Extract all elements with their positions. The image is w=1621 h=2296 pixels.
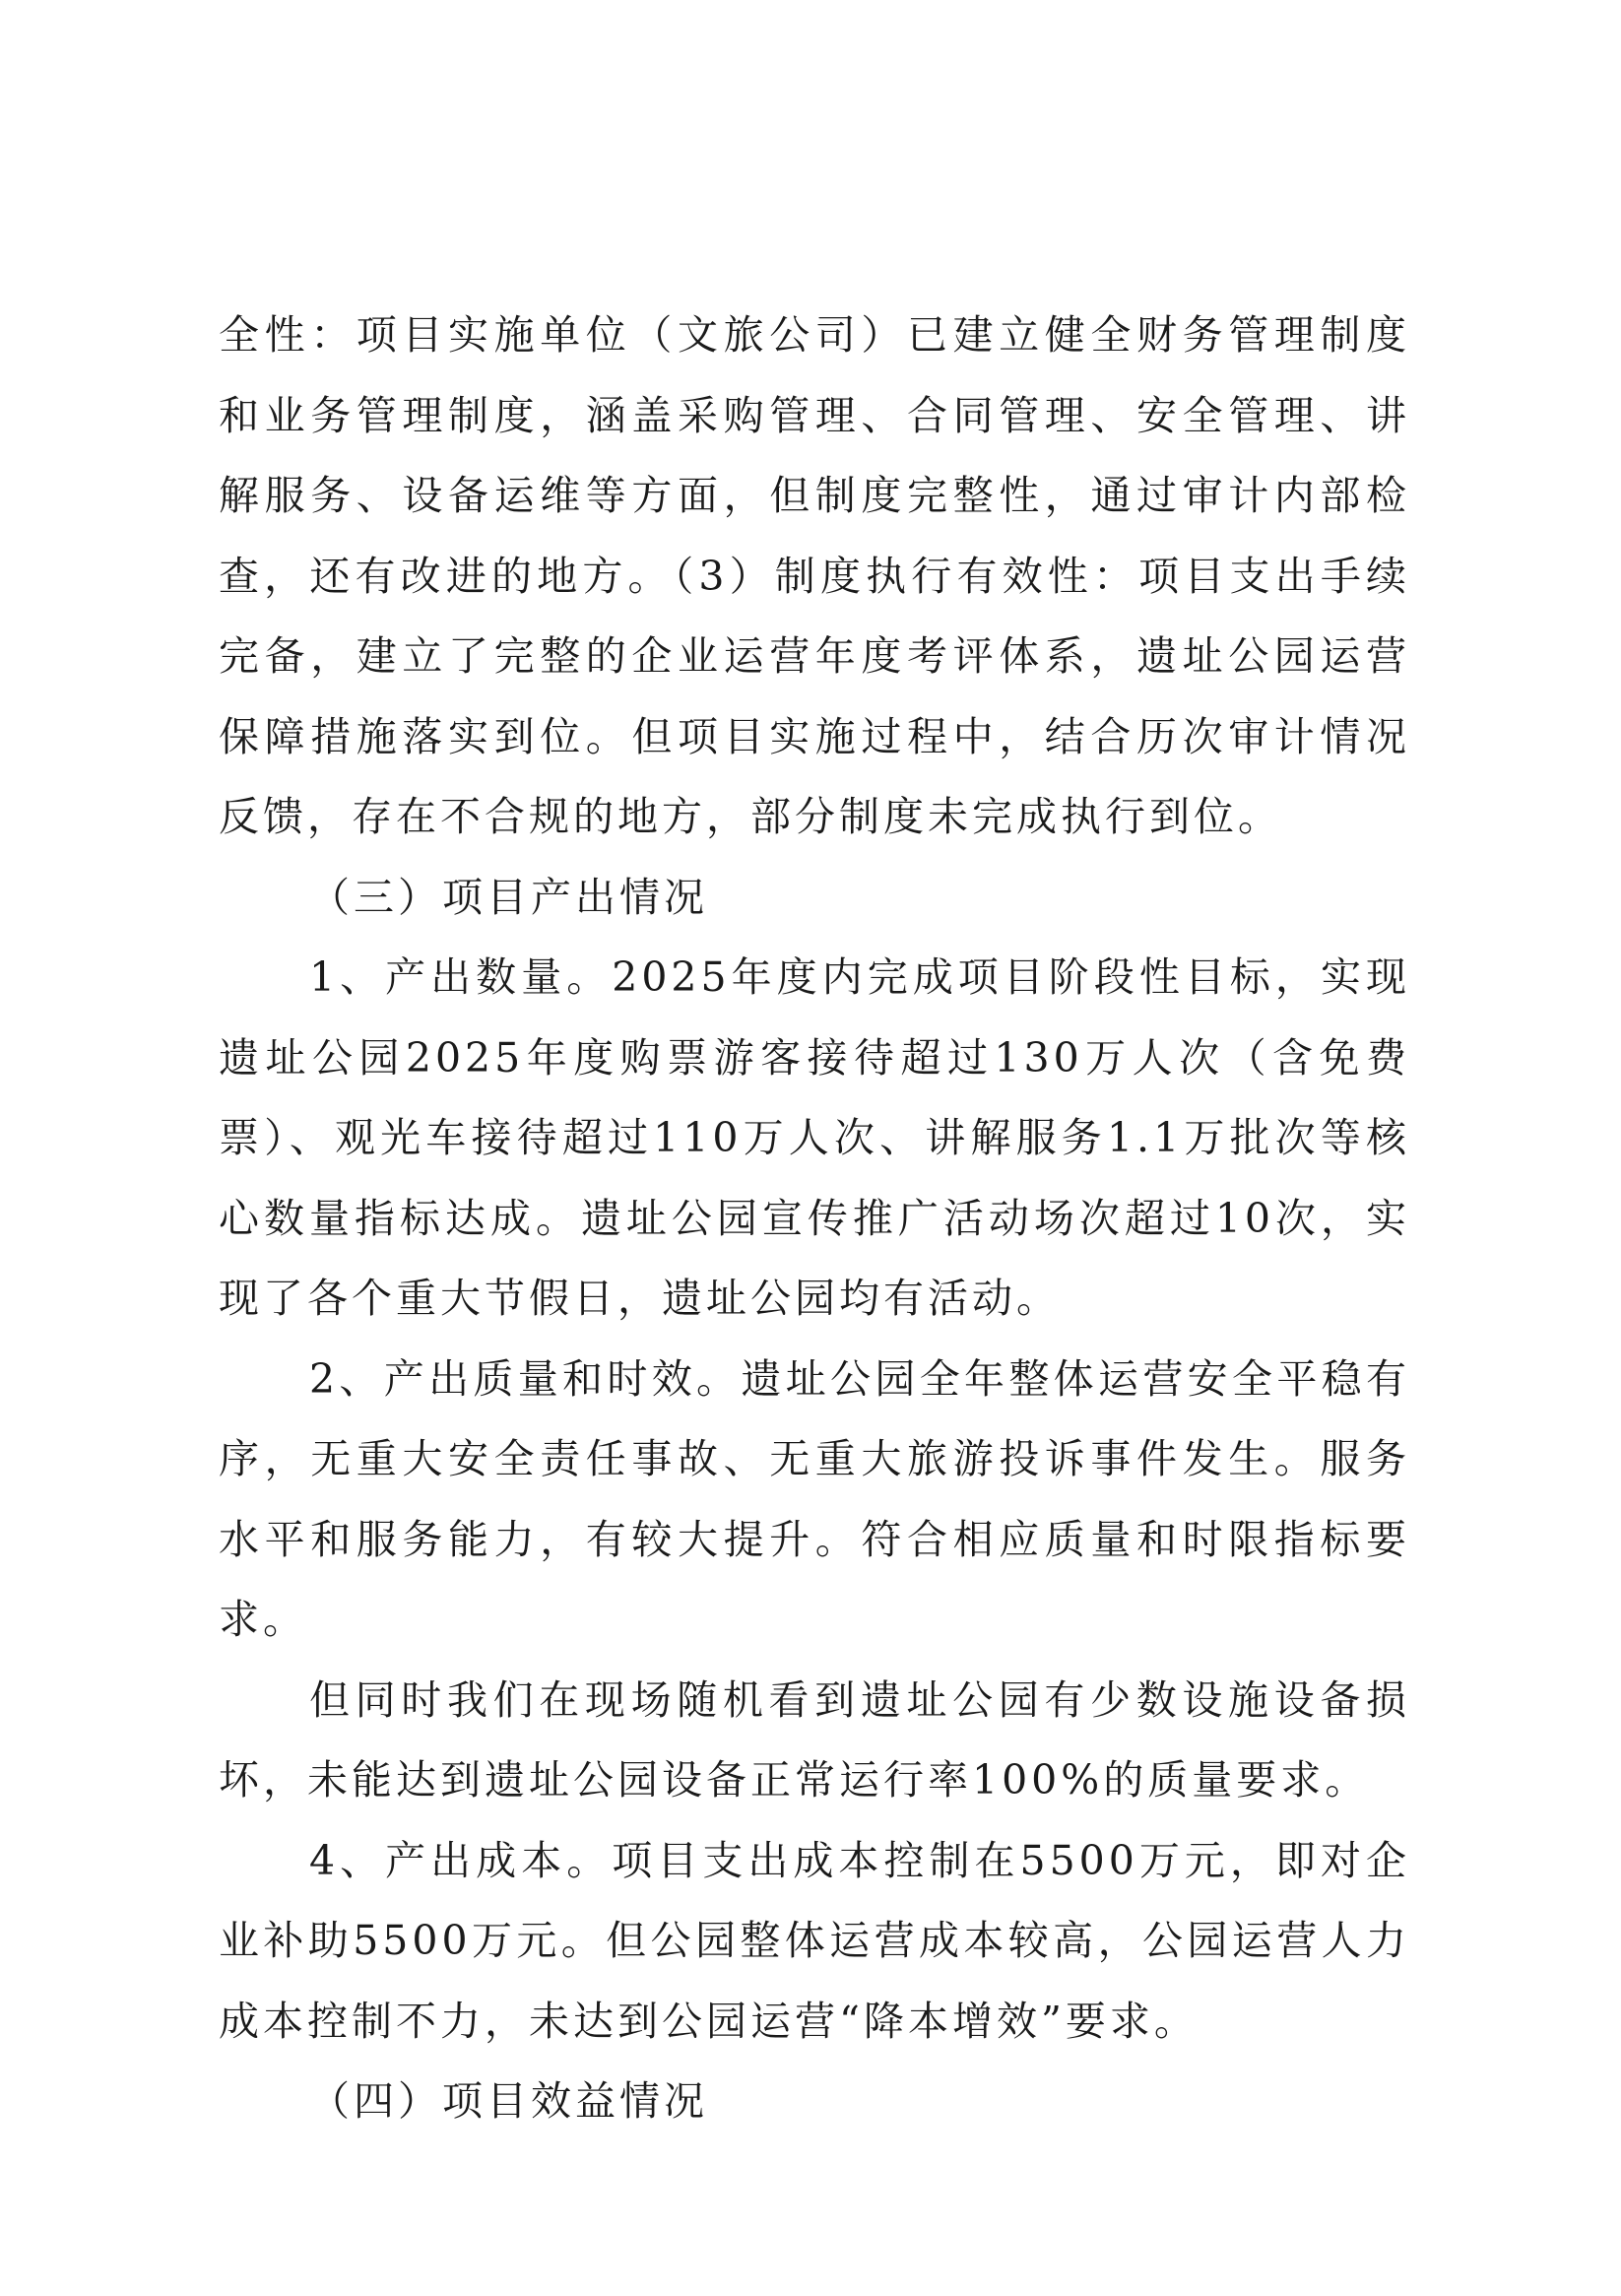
paragraph-output-cost: 4、产出成本。项目支出成本控制在5500万元，即对企业补助5500万元。但公园整体运营成本较高，公园运营人力成本控制不力，未达到公园运营“降本增效”要求。: [219, 1836, 1410, 2045]
paragraph-output-quality: 2、产出质量和时效。遗址公园全年整体运营安全平稳有序，无重大安全责任事故、无重大旅游投诉事件发生。服务水平和服务能力，有较大提升。符合相应质量和时限指标要求。: [219, 1354, 1410, 1643]
paragraph-output-quantity: 1、产出数量。2025年度内完成项目阶段性目标，实现遗址公园2025年度购票游客接待超过130万人次（含免费票）、观光车接待超过110万人次、讲解服务1.1万批次等核心数量指标达成。遗址公园宣传推广活动场次超过10次，实现了各个重大节假日，遗址公园均有活动。: [219, 953, 1410, 1322]
paragraph-control-effectiveness: 全性：项目实施单位（文旅公司）已建立健全财务管理制度和业务管理制度，涵盖采购管理、合同管理、安全管理、讲解服务、设备运维等方面，但制度完整性，通过审计内部检查，还有改进的地方。（3）制度执行有效性：项目支出手续完备，建立了完整的企业运营年度考评体系，遗址公园运营保障措施落实到位。但项目实施过程中，结合历次审计情况反馈，存在不合规的地方，部分制度未完成执行到位。: [219, 311, 1410, 840]
paragraph-quality-issue: 但同时我们在现场随机看到遗址公园有少数设施设备损坏，未能达到遗址公园设备正常运行率100%的质量要求。: [219, 1675, 1410, 1804]
section-heading-output: （三）项目产出情况: [309, 873, 708, 921]
section-heading-benefit: （四）项目效益情况: [309, 2077, 708, 2125]
document-body: [219, 295, 1410, 2142]
